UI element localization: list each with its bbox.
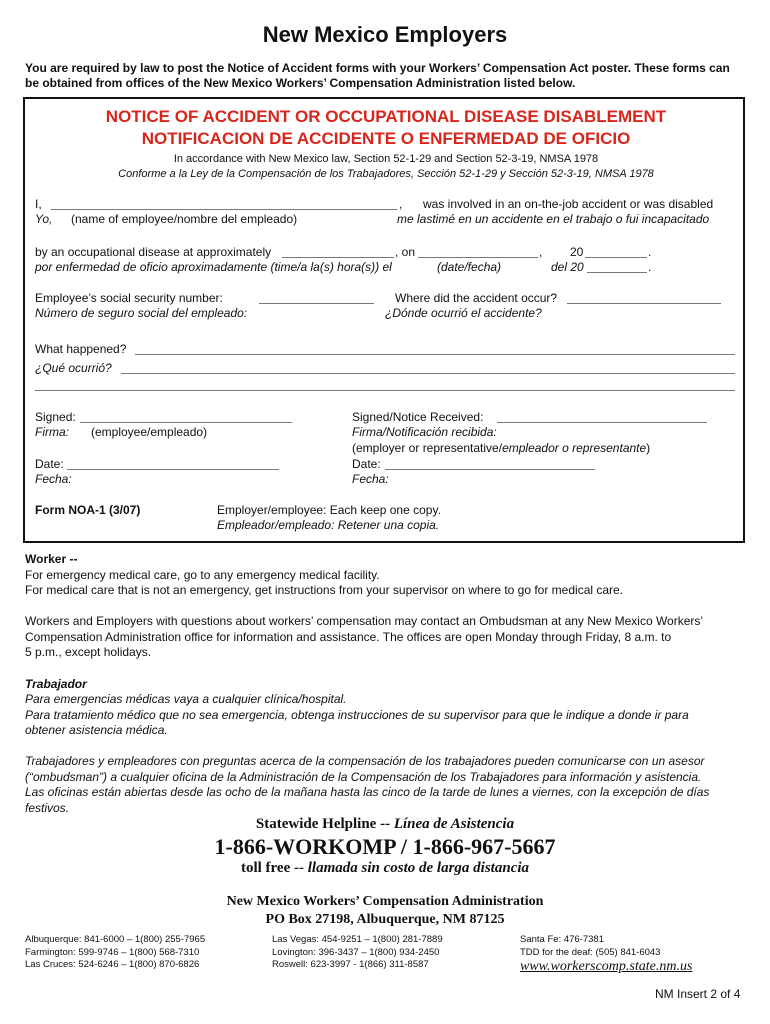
ombudsman-line-3: 5 p.m., except holidays. (25, 645, 152, 659)
time-field[interactable] (282, 257, 394, 258)
employee-name-field[interactable] (51, 209, 397, 210)
page-title: New Mexico Employers (262, 22, 508, 47)
asesor-line-2: (“ombudsman”) a cualquier oficina de la Administración de la Compensación de los Trabajadores para información y asistencia. (25, 770, 702, 784)
what-field-2[interactable] (121, 373, 735, 374)
i-label: I, (35, 197, 42, 211)
firma-es: Firma: (35, 425, 69, 439)
where-es: ¿Dónde ocurrió el accidente? (385, 306, 542, 320)
yo-label: Yo, (35, 212, 53, 226)
ssn-field[interactable] (259, 303, 374, 304)
employee-signature-field[interactable] (80, 422, 292, 423)
worker-non-emergency: For medical care that is not an emergency, get instructions from your supervisor on where to go for medical care. (25, 583, 624, 597)
office-lovington: Lovington: 396-3437 – 1(800) 934-2450 (272, 946, 440, 958)
office-farmington: Farmington: 599-9746 – 1(800) 568-7310 (25, 946, 200, 958)
office-santa-fe: Santa Fe: 476-7381 (520, 934, 604, 945)
employer-date-field[interactable] (385, 469, 595, 470)
where-en: Where did the accident occur? (395, 291, 558, 305)
offices-col-2 (272, 934, 443, 972)
admin-address: PO Box 27198, Albuquerque, NM 87125 (265, 912, 505, 927)
website-link[interactable]: www.workerscomp.state.nm.us (520, 959, 693, 974)
year-field-es[interactable] (587, 272, 647, 273)
asesor-line-3: Las oficinas están abiertas desde las ocho de la mañana hasta las cinco de la tarde de lunes a viernes, con la excepción de días (25, 785, 710, 799)
firma-notice-es: Firma/Notificación recibida: (352, 425, 497, 439)
on-label: , on (395, 245, 416, 259)
date-field[interactable] (418, 257, 538, 258)
office-roswell: Roswell: 623-3997 - 1(866) 311-8587 (272, 959, 429, 970)
intro-text: You are required by law to post the Notice of Accident forms with your Workers’ Compensation Act poster. These forms can be obtained from offices of the New Mexico Workers’ Compensation Administration listed below. (25, 61, 730, 90)
disease-es: por enfermedad de oficio aproximadamente (time/a la(s) hora(s)) el (35, 260, 392, 274)
signed-notice-en: Signed/Notice Received: (352, 410, 484, 424)
employer-role: (employer or representative/empleador o representante) (352, 441, 651, 455)
signed-en: Signed: (35, 410, 76, 424)
office-albuquerque: Albuquerque: 841-6000 – 1(800) 255-7965 (25, 934, 206, 945)
employee-role: (employee/empleado) (91, 425, 208, 439)
copy-en: Employer/employee: Each keep one copy. (217, 503, 441, 517)
offices-col-3 (520, 934, 660, 959)
copy-es: Empleador/empleado: Retener una copia. (217, 518, 440, 532)
form-id: Form NOA-1 (3/07) (35, 503, 141, 517)
trabajador-heading: Trabajador (25, 677, 87, 691)
tollfree-text: toll free -- llamada sin costo de larga distancia (240, 860, 530, 876)
involved-es: me lastimé en un accidente en el trabajo o fui incapacitado (397, 212, 710, 226)
office-tdd: TDD for the deaf: (505) 841-6043 (520, 946, 661, 958)
ombudsman-line-1: Workers and Employers with questions about workers’ compensation may contact an Ombudsman at any New Mexico Workers’ (25, 614, 704, 628)
what-en: What happened? (35, 342, 127, 356)
ssn-es: Número de seguro social del empleado: (35, 306, 248, 320)
involved-en: was involved in an on-the-job accident or was disabled (423, 197, 714, 211)
disease-en: by an occupational disease at approximately (35, 245, 272, 259)
offices-col-1 (25, 934, 205, 972)
del-label: del 20 (551, 260, 584, 274)
asesor-line-1: Trabajadores y empleadores con preguntas acerca de la compensación de los trabajadores pueden comunicarse con un asesor (25, 754, 705, 768)
year-field[interactable] (585, 257, 647, 258)
page-number: NM Insert 2 of 4 (655, 987, 741, 1001)
date-label: (date/fecha) (437, 260, 502, 274)
trabajador-tratamiento-2: obtener asistencia médica. (25, 723, 168, 737)
trabajador-emergencia: Para emergencias médicas vaya a cualquier clínica/hospital. (25, 692, 347, 706)
employer-fecha-es: Fecha: (352, 472, 389, 486)
what-es: ¿Qué ocurrió? (35, 361, 112, 375)
employee-date-field[interactable] (67, 469, 279, 470)
employee-name-label: (name of employee/nombre del empleado) (71, 212, 298, 226)
year-prefix: 20 (570, 245, 584, 259)
ssn-en: Employee’s social security number: (35, 291, 223, 305)
where-field[interactable] (567, 303, 721, 304)
helpline-number[interactable]: 1-866-WORKOMP / 1-866-967-5667 (214, 834, 556, 859)
employer-signature-field[interactable] (497, 422, 707, 423)
ombudsman-line-2: Compensation Administration office for information and assistance. The offices are open Monday through Friday, 8 a.m. to (25, 630, 672, 644)
trabajador-tratamiento-1: Para tratamiento médico que no sea emergencia, obtenga instrucciones de su supervisor para que le indique a donde ir para (25, 708, 689, 722)
law-reference-en: In accordance with New Mexico law, Section 52-1-29 and Section 52-3-19, NMSA 1978 (173, 153, 599, 165)
worker-emergency: For emergency medical care, go to any emergency medical facility. (25, 568, 380, 582)
asesor-line-4: festivos. (25, 801, 70, 815)
notice-form: NOTICE OF ACCIDENT OR OCCUPATIONAL DISEASE DISABLEMENT NOTIFICACION DE ACCIDENTE O ENFERMEDAD DE OFICIO In accordance with New Mexico law, Section 52-1-29 and Section 52-3-19, NMSA 1978 Conforme a la Ley de la Compensación de los Trabajadores, Sección 52-1-29 y Sección 52-3-19, NMSA 1978 I, , was involved in an on-the-job accident or was disabled Yo, (name of employee/nombre del empleado) me lastimé en un accidente en el trabajo o fui incapacitado by an occupational disease at approximately , on , 20 . por enfermedad de oficio aproximadamente (time/a la(s) hora(s)) el (date/fecha) del 20 . Employee’s social security number: Número de seguro social del empleado: Where did the accident occur? ¿Dónde ocurrió el accidente? What happened? ¿Qué ocurrió? Signed: Firma: (employee/empleado) Signed/Notice Received: Firma/Notificación recibida: (employer or representative/empleador o representante) Date: Fecha: Date: Fecha: Form NOA-1 (3/07) Employer/employee: Each keep one copy. Empleador/empleado: Retener una copia. (23, 97, 745, 543)
employer-date-en: Date: (352, 457, 381, 471)
form-title-en: NOTICE OF ACCIDENT OR OCCUPATIONAL DISEASE DISABLEMENT (105, 107, 667, 126)
law-reference-es: Conforme a la Ley de la Compensación de los Trabajadores, Sección 52-1-29 y Sección 52-3-19, NMSA 1978 (118, 168, 654, 180)
form-title-es: NOTIFICACION DE ACCIDENTE O ENFERMEDAD DE OFICIO (141, 129, 631, 148)
date-en: Date: (35, 457, 64, 471)
office-las-cruces: Las Cruces: 524-6246 – 1(800) 870-6826 (25, 959, 200, 970)
what-field-1[interactable] (135, 354, 735, 355)
fecha-es: Fecha: (35, 472, 72, 486)
helpline-label: Statewide Helpline -- Línea de Asistencia (255, 816, 515, 832)
admin-name: New Mexico Workers’ Compensation Administration (226, 894, 544, 909)
what-field-3[interactable] (35, 390, 735, 391)
worker-heading: Worker -- (25, 552, 78, 566)
office-las-vegas: Las Vegas: 454-9251 – 1(800) 281-7889 (272, 934, 443, 945)
